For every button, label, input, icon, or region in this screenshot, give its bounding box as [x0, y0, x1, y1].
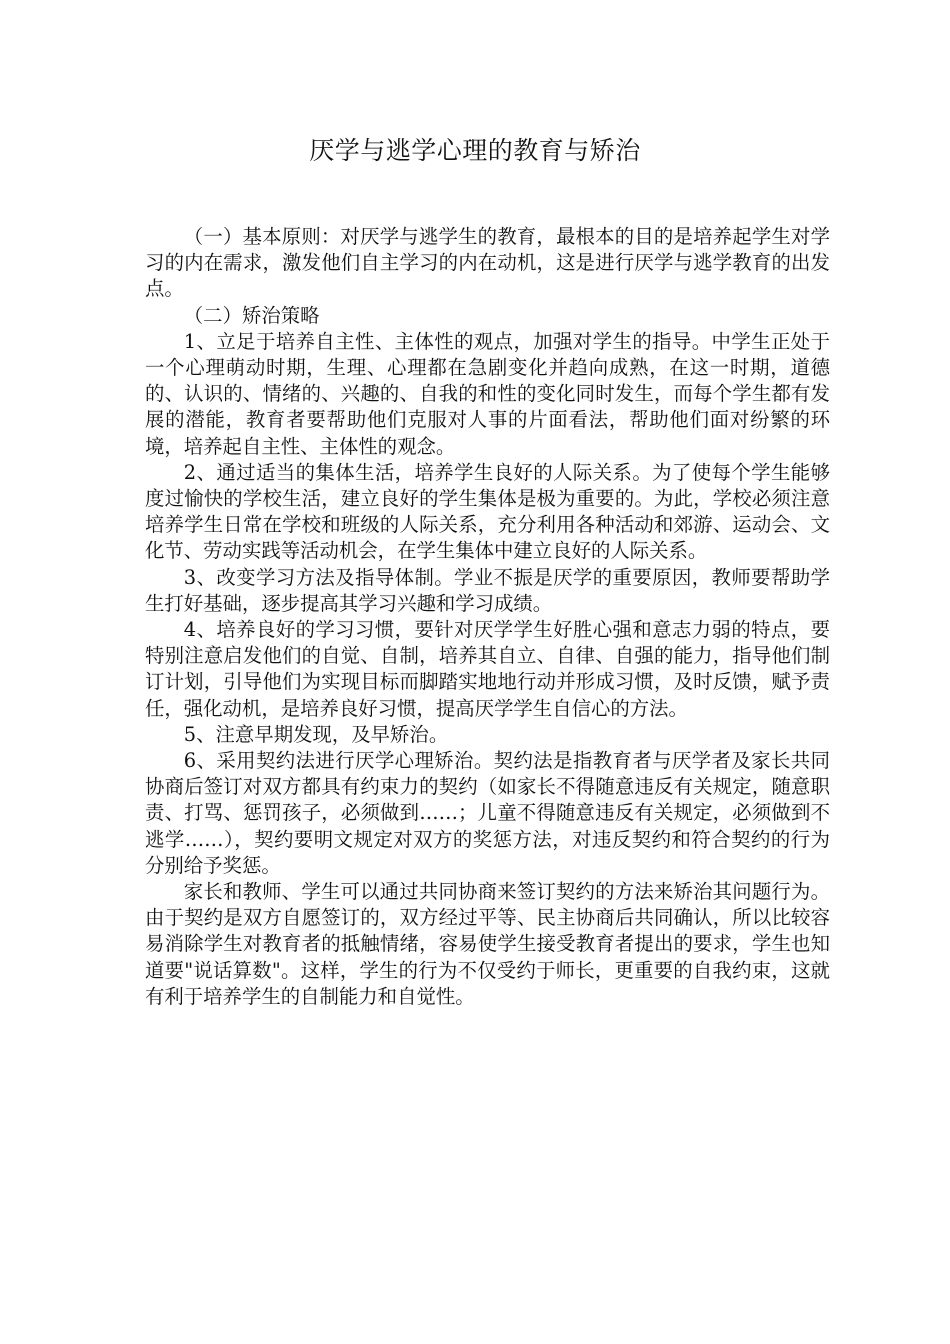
paragraph-strategy-2: 2、通过适当的集体生活，培养学生良好的人际关系。为了使每个学生能够度过愉快的学校生活，建立良好的学生集体是极为重要的。为此，学校必须注意培养学生日常在学校和班级的人际关系，充分利用各种活动和郊游、运动会、文化节、劳动实践等活动机会，在学生集体中建立良好的人际关系。	[145, 460, 830, 563]
document-body	[145, 224, 830, 1010]
paragraph-strategy-4: 4、培养良好的学习习惯，要针对厌学学生好胜心强和意志力弱的特点，要特别注意启发他们的自觉、自制，培养其自立、自律、自强的能力，指导他们制订计划，引导他们为实现目标而脚踏实地地行动并形成习惯，及时反馈，赋予责任，强化动机，是培养良好习惯，提高厌学学生自信心的方法。	[145, 618, 830, 720]
paragraph-contract-method: 家长和教师、学生可以通过共同协商来签订契约的方法来矫治其问题行为。由于契约是双方自愿签订的，双方经过平等、民主协商后共同确认，所以比较容易消除学生对教育者的抵触情绪，容易使学生接受教育者提出的要求，学生也知道要"说话算数"。这样，学生的行为不仅受约于师长，更重要的自我约束，这就有利于培养学生的自制能力和自觉性。	[145, 880, 830, 1008]
paragraph-strategy-heading: （二）矫治策略	[183, 303, 320, 327]
paragraph-strategy-1: 1、立足于培养自主性、主体性的观点，加强对学生的指导。中学生正处于一个心理萌动时期，生理、心理都在急剧变化并趋向成熟，在这一时期，道德的、认识的、情绪的、兴趣的、自我的和性的变化同时发生，而每个学生都有发展的潜能，教育者要帮助他们克服对人事的片面看法，帮助他们面对纷繁的环境，培养起自主性、主体性的观念。	[145, 329, 830, 458]
paragraph-strategy-6: 6、采用契约法进行厌学心理矫治。契约法是指教育者与厌学者及家长共同协商后签订对双方都具有约束力的契约（如家长不得随意违反有关规定，随意职责、打骂、惩罚孩子，必须做到……；儿童不得随意违反有关规定，必须做到不逃学……），契约要明文规定对双方的奖惩方法，对违反契约和符合契约的行为分别给予奖惩。	[145, 749, 830, 877]
document-title: 厌学与逃学心理的教育与矫治	[309, 136, 641, 165]
paragraph-strategy-3: 3、改变学习方法及指导体制。学业不振是厌学的重要原因，教师要帮助学生打好基础，逐步提高其学习兴趣和学习成绩。	[145, 565, 830, 615]
paragraph-basic-principle: （一）基本原则：对厌学与逃学生的教育，最根本的目的是培养起学生对学习的内在需求，激发他们自主学习的内在动机，这是进行厌学与逃学教育的出发点。	[145, 225, 830, 301]
paragraph-strategy-5: 5、注意早期发现，及早矫治。	[183, 722, 449, 746]
